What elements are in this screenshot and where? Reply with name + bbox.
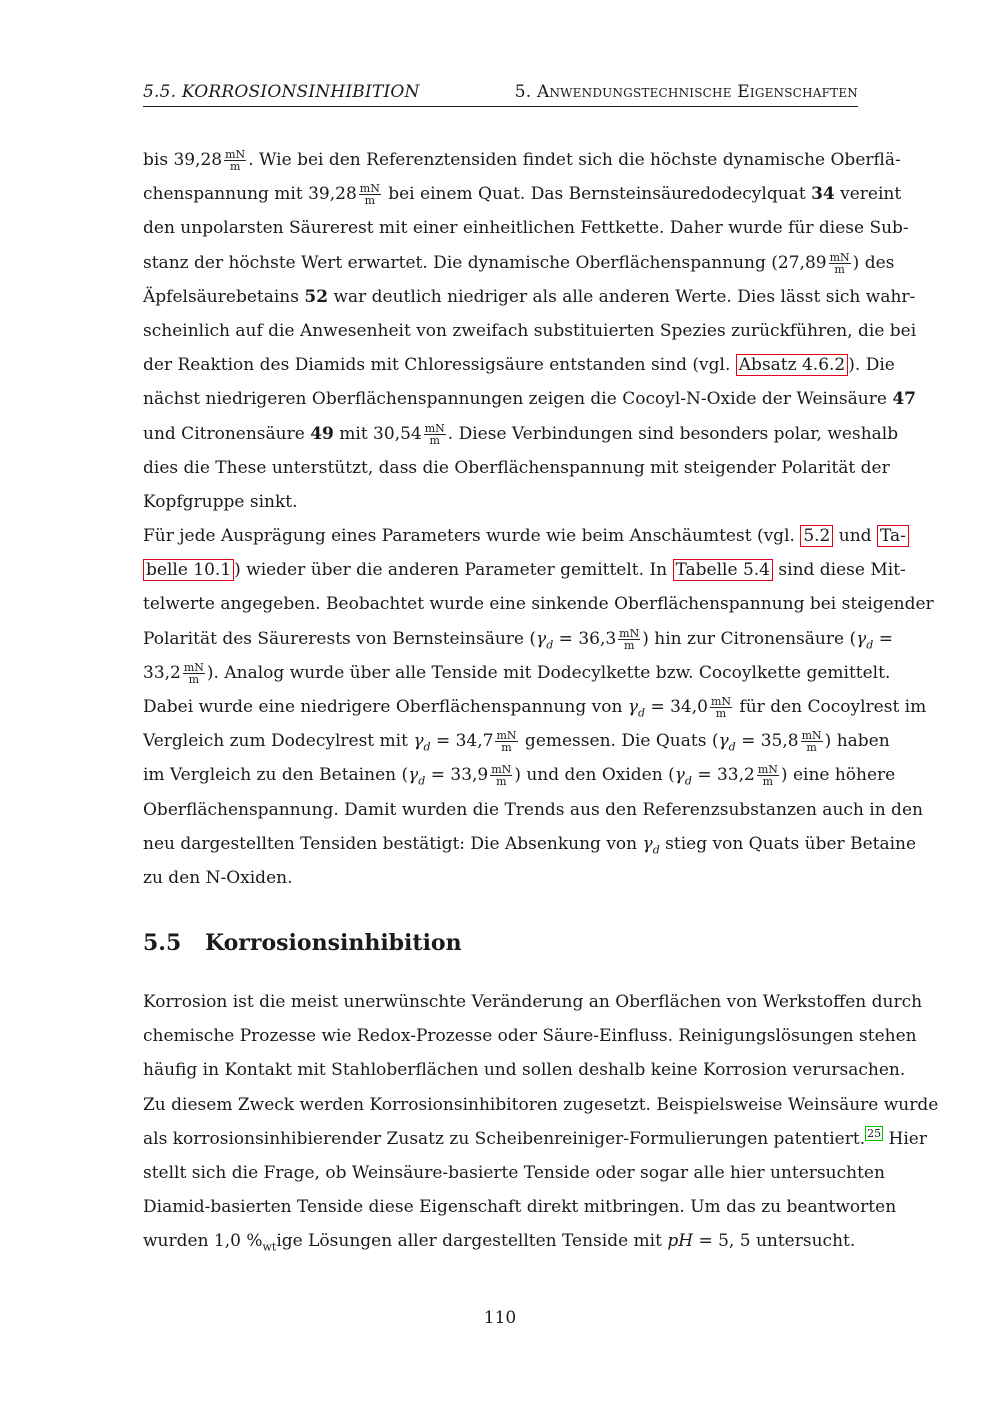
text-line: häufig in Kontakt mit Stahloberflächen und sollen deshalb keine Korrosion verursachen. (143, 1060, 906, 1081)
section-heading (143, 930, 462, 956)
unit-fraction: $\frac{mN}{m}$ (496, 729, 517, 755)
text-line: belle 10.1 ) wieder über die anderen Parameter gemittelt. In Tabelle 5.4 sind diese Mit- (143, 553, 858, 587)
text-line: den unpolarsten Säurerest mit einer einheitlichen Fettkette. Daher wurde für diese Sub- (143, 218, 909, 239)
text-line: Äpfelsäurebetains 52 war deutlich niedriger als alle anderen Werte. Dies lässt sich wahr- (143, 286, 916, 307)
unit-fraction: $\frac{mN}{m}$ (183, 660, 204, 686)
text-line: Diamid-basierten Tenside diese Eigenschaft direkt mitbringen. Um das zu beantworten (143, 1197, 897, 1218)
page-number: 110 (483, 1308, 517, 1328)
text-line: bis 39,28 $\frac{mN}{m}$ . Wie bei den Referenztensiden findet sich die höchste dynamische Oberflä- (143, 148, 901, 173)
text-line: chenspannung mit 39,28 $\frac{mN}{m}$ bei einem Quat. Das Bernsteinsäuredodecylquat 34 vereint (143, 182, 902, 208)
text-line: Zu diesem Zweck werden Korrosionsinhibitoren zugesetzt. Beispielsweise Weinsäure wurde (143, 1094, 939, 1115)
text-line: telwerte angegeben. Beobachtet wurde eine sinkende Oberflächenspannung bei steigender (143, 594, 934, 615)
header-section-title: 5.5. KORROSIONSINHIBITION (143, 82, 420, 102)
compound-number: 34 (811, 184, 835, 205)
unit-fraction: $\frac{mN}{m}$ (225, 148, 246, 173)
table-reference-link[interactable]: Ta- (877, 525, 909, 547)
unit-fraction: $\frac{mN}{m}$ (491, 763, 512, 789)
text-line: Oberflächenspannung. Damit wurden die Trends aus den Referenzsubstanzen auch in den (143, 799, 923, 820)
header-chapter-title: 5. Anwendungstechnische Eigenschaften (514, 82, 858, 102)
section-title: Korrosionsinhibition (205, 930, 462, 956)
unit-fraction: $\frac{mN}{m}$ (424, 421, 445, 447)
text-line: scheinlich auf die Anwesenheit von zweifach substituierten Spezies zurückführen, die bei (143, 320, 917, 341)
text-line: als korrosionsinhibierender Zusatz zu Scheibenreiniger-Formulierungen patentiert. $^{25}$ Hier (143, 1127, 927, 1149)
text-line: im Vergleich zu den Betainen ($\gamma_d = 33,9$ $\frac{mN}{m}$ ) und den Oxiden ($\gamma_d = 33,2$ $\frac{mN}{m}$ ) eine höhere (143, 763, 896, 789)
unit-fraction: $\frac{mN}{m}$ (801, 729, 822, 755)
section-reference-link[interactable]: Absatz 4.6.2 (736, 354, 848, 376)
text-line: stanz der höchste Wert erwartet. Die dynamische Oberflächenspannung (27,89 $\frac{mN}{m}$ ) des (143, 250, 895, 276)
text-line: und Citronensäure 49 mit 30,54 $\frac{mN}{m}$ . Diese Verbindungen sind besonders polar, weshalb (143, 421, 899, 447)
text-line: neu dargestellten Tensiden bestätigt: Die Absenkung von $\gamma_d$ stieg von Quats über Betaine (143, 833, 917, 857)
text-line: nächst niedrigeren Oberflächenspannungen zeigen die Cocoyl-N-Oxide der Weinsäure 47 (143, 389, 916, 410)
unit-fraction: $\frac{mN}{m}$ (359, 182, 380, 208)
section-reference-link[interactable]: 5.2 (800, 525, 833, 547)
running-header (143, 82, 858, 107)
text-line: Für jede Ausprägung eines Parameters wurde wie beim Anschäumtest (vgl. 5.2 und Ta- (143, 519, 858, 553)
unit-fraction: $\frac{mN}{m}$ (619, 626, 640, 652)
section-text (143, 985, 939, 1259)
table-reference-link[interactable]: Tabelle 5.4 (673, 559, 773, 581)
text-line: chemische Prozesse wie Redox-Prozesse oder Säure-Einfluss. Reinigungslösungen stehen (143, 1026, 917, 1047)
text-line: dies die These unterstützt, dass die Oberflächenspannung mit steigender Polarität der (143, 457, 890, 478)
text-line: Dabei wurde eine niedrigere Oberflächenspannung von $\gamma_d = 34,0$ $\frac{mN}{m}$ für den Cocoylrest im (143, 695, 927, 720)
text-line: Polarität des Säurerests von Bernsteinsäure ($\gamma_d = 36,3$ $\frac{mN}{m}$ ) hin zur Citronensäure ($\gamma_d$ = (143, 626, 893, 652)
compound-number: 52 (304, 286, 329, 307)
text-line: Kopfgruppe sinkt. (143, 491, 298, 512)
text-line: stellt sich die Frage, ob Weinsäure-basierte Tenside oder sogar alle hier untersuchten (143, 1162, 885, 1183)
text-line: der Reaktion des Diamids mit Chloressigsäure entstanden sind (vgl. Absatz 4.6.2 ). Die (143, 355, 895, 376)
text-line: wurden 1,0 $\%_{wt}ige$ Lösungen aller dargestellten Tenside mit pH = 5, 5 untersucht. (143, 1231, 856, 1254)
compound-number: 49 (310, 423, 334, 444)
compound-number: 47 (892, 389, 916, 410)
unit-fraction: $\frac{mN}{m}$ (710, 695, 732, 720)
unit-fraction: $\frac{mN}{m}$ (829, 250, 850, 276)
text-line: zu den N-Oxiden. (143, 867, 293, 888)
table-reference-link[interactable]: belle 10.1 (143, 559, 234, 581)
section-number: 5.5 (143, 930, 182, 956)
main-text (143, 143, 934, 895)
unit-fraction: $\frac{mN}{m}$ (757, 763, 778, 789)
text-line: Korrosion ist die meist unerwünschte Veränderung an Oberflächen von Werkstoffen durch (143, 992, 923, 1012)
citation-link[interactable]: 25 (867, 1127, 882, 1141)
text-line: Vergleich zum Dodecylrest mit $\gamma_d = 34,7$ $\frac{mN}{m}$ gemessen. Die Quats ($\gamma_d = 35,8$ $\frac{mN}{m}$ ) haben (143, 729, 890, 755)
text-line: 33,2 $\frac{mN}{m}$ ). Analog wurde über alle Tenside mit Dodecylkette bzw. Cocoylkette gemittelt. (143, 660, 891, 686)
